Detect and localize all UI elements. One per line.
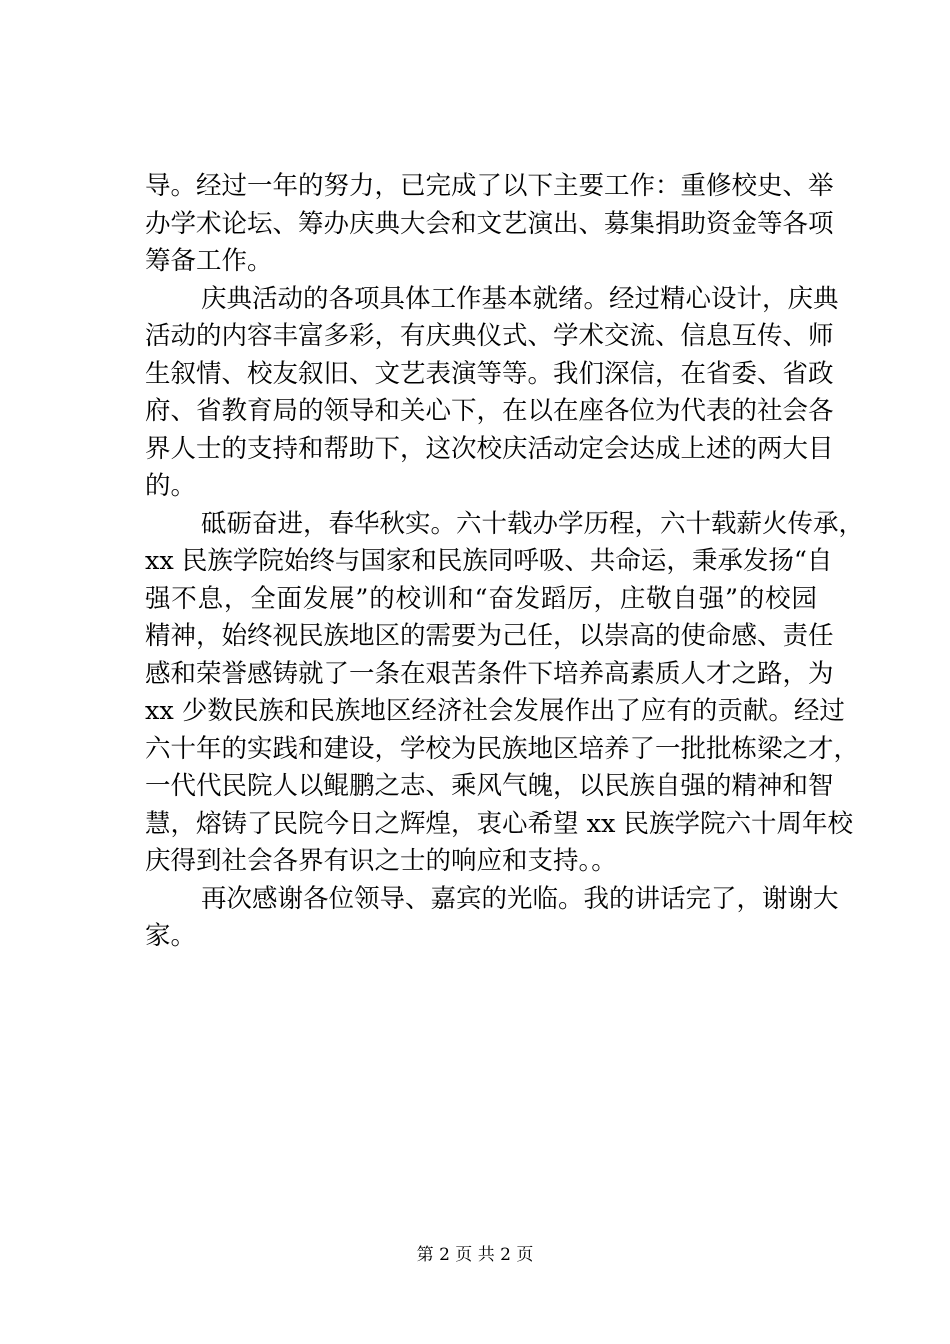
text-line: 筹备工作。 — [145, 246, 273, 276]
text-line: 生叙情、校友叙旧、文艺表演等等。我们深信，在省委、省政 — [145, 358, 834, 389]
text-line: 六十年的实践和建设，学校为民族地区培养了一批批栋梁之才， — [145, 733, 860, 764]
paragraph-4 — [145, 881, 839, 956]
text-line: 的。 — [145, 471, 197, 501]
paragraph-3 — [145, 506, 865, 881]
text-line: 家。 — [145, 921, 197, 951]
text-line: 感和荣誉感铸就了一条在艰苦条件下培养高素质人才之路，为 — [145, 658, 834, 689]
text-line: 慧，熔铸了民院今日之辉煌，衷心希望 xx 民族学院六十周年校 — [145, 808, 853, 839]
document-body — [145, 168, 865, 956]
text-line: xx 民族学院始终与国家和民族同呼吸、共命运，秉承发扬“自 — [145, 546, 833, 576]
text-line: 一代代民院人以鲲鹏之志、乘风气魄，以民族自强的精神和智 — [145, 771, 834, 801]
text-line: 强不息，全面发展”的校训和“奋发蹈厉，庄敬自强”的校园 — [145, 583, 817, 614]
text-line: 府、省教育局的领导和关心下，在以在座各位为代表的社会各 — [145, 396, 834, 426]
text-line: 导。经过一年的努力，已完成了以下主要工作：重修校史、举 — [145, 171, 834, 201]
text-line: 界人士的支持和帮助下，这次校庆活动定会达成上述的两大目 — [145, 433, 834, 464]
text-line: 庆典活动的各项具体工作基本就绪。经过精心设计，庆典 — [201, 283, 839, 314]
text-line: 活动的内容丰富多彩，有庆典仪式、学术交流、信息互传、师 — [145, 321, 834, 351]
paragraph-2 — [145, 281, 839, 506]
text-line: xx 少数民族和民族地区经济社会发展作出了应有的贡献。经过 — [145, 696, 845, 726]
paragraph-1 — [145, 168, 834, 281]
text-line: 办学术论坛、筹办庆典大会和文艺演出、募集捐助资金等各项 — [145, 208, 834, 239]
page-number-footer: 第 2 页 共 2 页 — [416, 1245, 534, 1265]
text-line: 再次感谢各位领导、嘉宾的光临。我的讲话完了，谢谢大 — [201, 883, 839, 914]
text-line: 砥砺奋进，春华秋实。六十载办学历程，六十载薪火传承， — [201, 508, 865, 539]
text-line: 精神，始终视民族地区的需要为己任，以崇高的使命感、责任 — [145, 621, 834, 651]
text-line: 庆得到社会各界有识之士的响应和支持。。 — [145, 846, 617, 876]
